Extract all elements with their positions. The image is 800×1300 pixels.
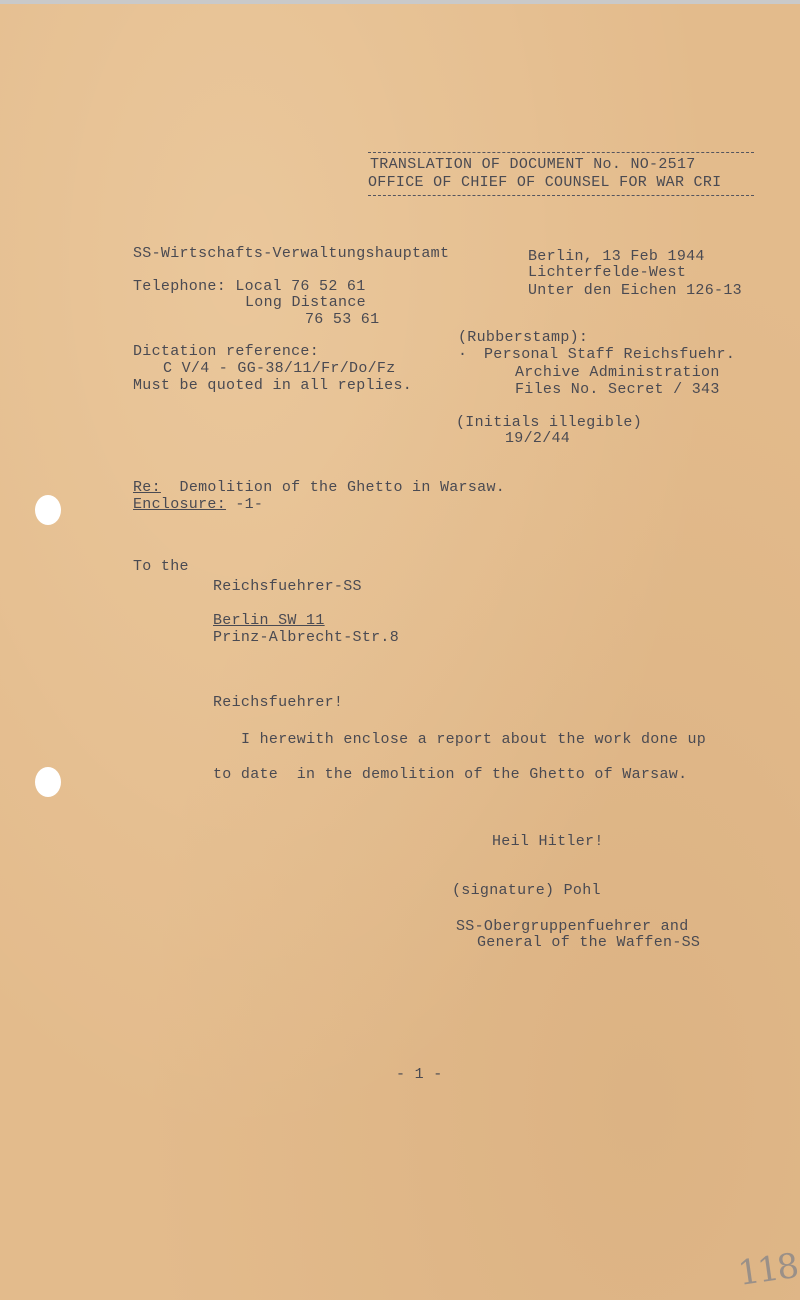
subject-line bbox=[133, 479, 505, 496]
page-top-edge bbox=[0, 0, 800, 4]
initials-date: 19/2/44 bbox=[505, 430, 571, 447]
signatory-title-line2: General of the Waffen-SS bbox=[477, 934, 701, 951]
dictation-ref: C V/4 - GG-38/11/Fr/Do/Fz bbox=[163, 360, 396, 377]
addressee-name: Reichsfuehrer-SS bbox=[213, 578, 362, 595]
header-rule-bottom bbox=[368, 195, 754, 196]
place-date-line2: Lichterfelde-West bbox=[528, 264, 687, 281]
rubberstamp-line1: Personal Staff Reichsfuehr. bbox=[484, 346, 736, 363]
translation-line: TRANSLATION OF DOCUMENT No. NO-2517 bbox=[370, 156, 696, 173]
dictation-label: Dictation reference: bbox=[133, 343, 320, 360]
enclosure-line bbox=[133, 496, 263, 513]
rubberstamp-line3: Files No. Secret / 343 bbox=[515, 381, 720, 398]
place-date-line3: Unter den Eichen 126-13 bbox=[528, 282, 742, 299]
re-text: Demolition of the Ghetto in Warsaw. bbox=[179, 479, 506, 496]
punch-hole-bottom bbox=[35, 767, 61, 797]
rubberstamp-line2: Archive Administration bbox=[515, 364, 720, 381]
signatory-title-line1: SS-Obergruppenfuehrer and bbox=[456, 918, 689, 935]
rubberstamp-label: (Rubberstamp): bbox=[458, 329, 589, 346]
enclosure-label: Enclosure: bbox=[133, 496, 227, 513]
rubberstamp-bullet: · bbox=[458, 346, 468, 363]
body-line2: to date in the demolition of the Ghetto of Warsaw. bbox=[213, 766, 688, 783]
initials-label: (Initials illegible) bbox=[456, 414, 643, 431]
addressee-street: Prinz-Albrecht-Str.8 bbox=[213, 629, 400, 646]
telephone-long-label: Long Distance bbox=[245, 294, 366, 311]
office-line: OFFICE OF CHIEF OF COUNSEL FOR WAR CRI bbox=[368, 174, 722, 191]
addressee-to: To the bbox=[133, 558, 189, 575]
telephone-long-number: 76 53 61 bbox=[305, 311, 380, 328]
body-line1: I herewith enclose a report about the work done up bbox=[241, 731, 707, 748]
addressee-city: Berlin SW 11 bbox=[213, 612, 325, 629]
place-date-line1: Berlin, 13 Feb 1944 bbox=[528, 248, 705, 265]
pencil-folio-mark: 118 bbox=[735, 1246, 800, 1294]
signature: (signature) Pohl bbox=[452, 882, 601, 899]
header-rule-top bbox=[368, 152, 754, 153]
re-label: Re: bbox=[133, 479, 161, 496]
salutation: Reichsfuehrer! bbox=[213, 694, 344, 711]
enclosure-text: -1- bbox=[235, 496, 264, 513]
telephone-local: Telephone: Local 76 52 61 bbox=[133, 278, 366, 295]
sender-office: SS-Wirtschafts-Verwaltungshauptamt bbox=[133, 245, 450, 262]
page-number: - 1 - bbox=[396, 1066, 443, 1083]
closing: Heil Hitler! bbox=[492, 833, 604, 850]
dictation-note: Must be quoted in all replies. bbox=[133, 377, 413, 394]
punch-hole-top bbox=[35, 495, 61, 525]
